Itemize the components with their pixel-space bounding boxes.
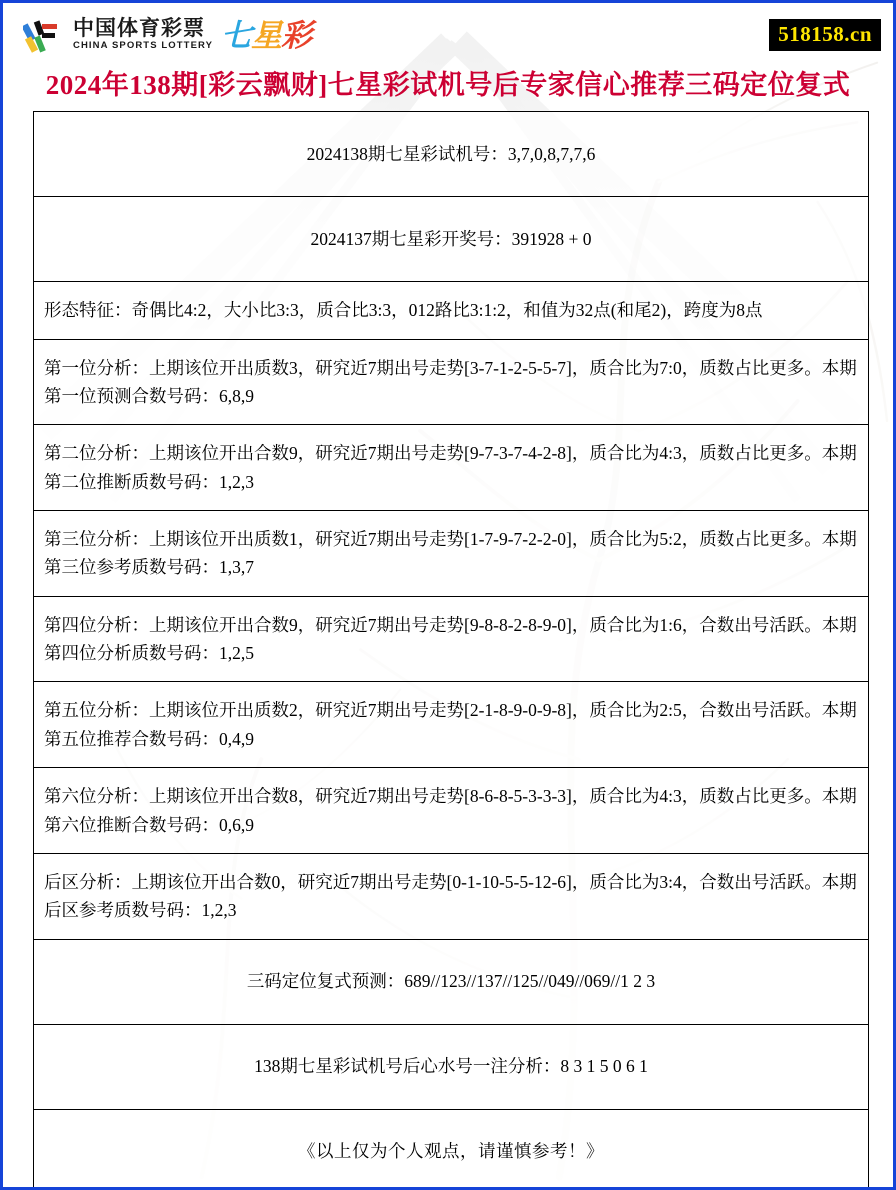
table-row <box>34 939 869 1024</box>
site-header <box>3 3 893 67</box>
logo-chinese-text: 中国体育彩票 <box>73 17 205 41</box>
test-number-cell: 2024138期七星彩试机号：3,7,0,8,7,7,6 <box>34 112 869 197</box>
table-row <box>34 682 869 768</box>
table-row <box>34 282 869 339</box>
table-row <box>34 768 869 854</box>
position-6-analysis-cell: 第六位分析：上期该位开出合数8，研究近7期出号走势[8-6-8-5-3-3-3]，质合比为4:3，质数占比更多。本期第六位推断合数号码：0,6,9 <box>34 768 869 854</box>
lottery-game-logo <box>221 17 312 53</box>
position-4-analysis-cell: 第四位分析：上期该位开出合数9，研究近7期出号走势[9-8-8-2-8-9-0]，质合比为1:6，合数出号活跃。本期第四位分析质数号码：1,2,5 <box>34 596 869 682</box>
table-row <box>34 197 869 282</box>
game-logo-char-2: 星 <box>251 17 282 53</box>
three-code-forecast-cell: 三码定位复式预测：689//123//137//125//049//069//1 2 3 <box>34 939 869 1024</box>
one-bet-analysis-cell: 138期七星彩试机号后心水号一注分析：8 3 1 5 0 6 1 <box>34 1024 869 1109</box>
table-row <box>34 112 869 197</box>
table-row <box>34 339 869 425</box>
shape-features-cell: 形态特征：奇偶比4:2，大小比3:3，质合比3:3，012路比3:1:2，和值为32点(和尾2)，跨度为8点 <box>34 282 869 339</box>
table-row <box>34 596 869 682</box>
back-zone-analysis-cell: 后区分析：上期该位开出合数0，研究近7期出号走势[0-1-10-5-5-12-6]，质合比为3:4，合数出号活跃。本期后区参考质数号码：1,2,3 <box>34 853 869 939</box>
position-1-analysis-cell: 第一位分析：上期该位开出质数3，研究近7期出号走势[3-7-1-2-5-5-7]，质合比为7:0，质数占比更多。本期第一位预测合数号码：6,8,9 <box>34 339 869 425</box>
game-logo-char-1: 七 <box>221 17 252 53</box>
table-row <box>34 1024 869 1109</box>
disclaimer-cell: 《以上仅为个人观点，请谨慎参考！》 <box>34 1109 869 1190</box>
table-row <box>34 1109 869 1190</box>
table-row <box>34 511 869 597</box>
site-domain-badge[interactable]: 518158.cn <box>769 19 881 50</box>
table-row <box>34 425 869 511</box>
page-title: 2024年138期[彩云飘财]七星彩试机号后专家信心推荐三码定位复式 <box>45 70 851 100</box>
logo-english-text: CHINA SPORTS LOTTERY <box>73 40 214 52</box>
content-table-wrapper <box>33 111 863 1190</box>
position-2-analysis-cell: 第二位分析：上期该位开出合数9，研究近7期出号走势[9-7-3-7-4-2-8]，质合比为4:3，质数占比更多。本期第二位推断质数号码：1,2,3 <box>34 425 869 511</box>
analysis-table <box>33 111 869 1190</box>
position-3-analysis-cell: 第三位分析：上期该位开出质数1，研究近7期出号走势[1-7-9-7-2-2-0]，质合比为5:2，质数占比更多。本期第三位参考质数号码：1,3,7 <box>34 511 869 597</box>
position-5-analysis-cell: 第五位分析：上期该位开出质数2，研究近7期出号走势[2-1-8-9-0-9-8]，质合比为2:5，合数出号活跃。本期第五位推荐合数号码：0,4,9 <box>34 682 869 768</box>
brand-logo[interactable] <box>23 15 311 55</box>
table-row <box>34 853 869 939</box>
draw-number-cell: 2024137期七星彩开奖号：391928 + 0 <box>34 197 869 282</box>
sports-lottery-logo-icon <box>23 15 67 55</box>
game-logo-char-3: 彩 <box>281 17 312 53</box>
